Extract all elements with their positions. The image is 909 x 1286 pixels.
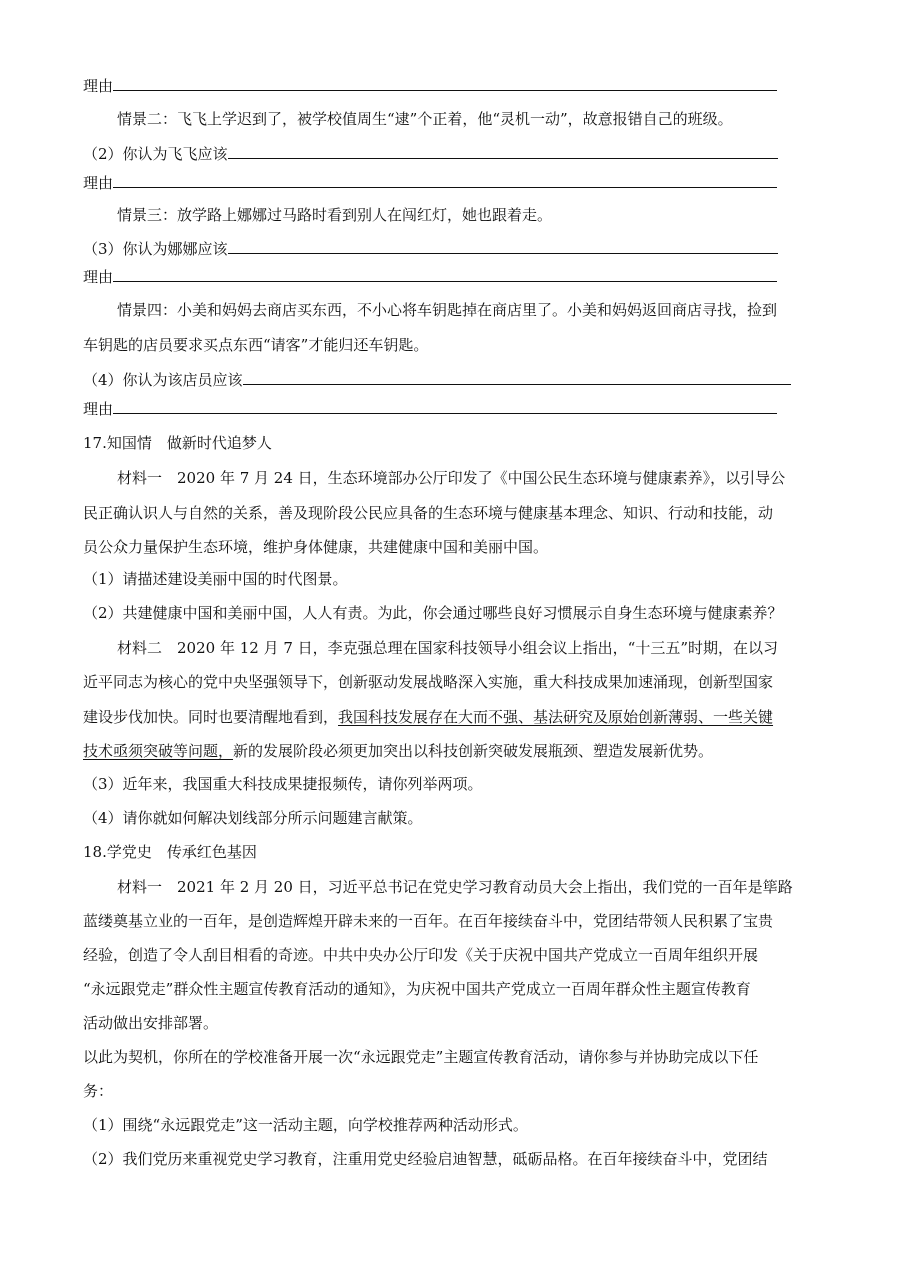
paragraph-line: 材料一 2020 年 7 月 24 日，生态环境部办公厅印发了《中国公民生态环境与健康素养》，以引导公	[117, 469, 786, 487]
answer-line	[83, 368, 823, 392]
paragraph-line: 情景三：放学路上娜娜过马路时看到别人在闯红灯，她也跟着走。	[117, 206, 553, 224]
answer-blank[interactable]	[113, 171, 777, 188]
paragraph-line: 车钥匙的店员要求买点东西“请客”才能归还车钥匙。	[83, 336, 429, 354]
answer-label: 理由	[83, 77, 114, 95]
paragraph-line: 材料一 2021 年 2 月 20 日，习近平总书记在党史学习教育动员大会上指出，我们党的一百年是筚路	[117, 878, 793, 896]
text-segment: 建设步伐加快。同时也要清醒地看到，	[83, 708, 339, 726]
answer-blank[interactable]	[243, 368, 791, 385]
paragraph-line: （1）请描述建设美丽中国的时代图景。	[83, 570, 348, 588]
paragraph-line: 情景四：小美和妈妈去商店买东西，不小心将车钥匙掉在商店里了。小美和妈妈返回商店寻找，捡到	[117, 301, 778, 319]
answer-line	[83, 397, 823, 421]
paragraph-line: （2）我们党历来重视党史学习教育，注重用党史经验启迪智慧，砥砺品格。在百年接续奋斗中，党团结	[83, 1150, 768, 1168]
paragraph-line: 17.知国情 做新时代追梦人	[83, 434, 272, 452]
answer-line	[83, 265, 823, 289]
paragraph-line: 民正确认识人与自然的关系，善及现阶段公民应具备的生态环境与健康基本理念、知识、行动和技能，动	[83, 504, 774, 522]
paragraph-line: 18.学党史 传承红色基因	[83, 843, 257, 861]
answer-label: 理由	[83, 268, 114, 286]
answer-line	[83, 171, 823, 195]
paragraph-line: 材料二 2020 年 12 月 7 日，李克强总理在国家科技领导小组会议上指出，“十三五”时期，在以习	[117, 639, 778, 657]
paragraph-line: 蓝缕奠基立业的一百年，是创造辉煌开辟未来的一百年。在百年接续奋斗中，党团结带领人民积累了宝贵	[83, 912, 774, 930]
answer-line	[83, 142, 823, 166]
answer-label: （4）你认为该店员应该	[83, 371, 243, 389]
answer-blank[interactable]	[228, 142, 778, 159]
answer-label: （3）你认为娜娜应该	[83, 240, 228, 258]
paragraph-line: （2）共建健康中国和美丽中国，人人有责。为此，你会通过哪些良好习惯展示自身生态环境与健康素养？	[83, 604, 783, 622]
paragraph-line: 情景二：飞飞上学迟到了，被学校值周生“逮”个正着，他“灵机一动”，故意报错自己的班级。	[117, 110, 733, 128]
answer-blank[interactable]	[113, 265, 777, 282]
text-segment: 新的发展阶段必须更加突出以科技创新突破发展瓶颈、塑造发展新优势。	[233, 742, 714, 760]
paragraph-line	[83, 739, 823, 763]
paragraph-line: （4）请你就如何解决划线部分所示问题建言献策。	[83, 809, 423, 827]
paragraph-line: 经验，创造了令人刮目相看的奇迹。中共中央办公厅印发《关于庆祝中国共产党成立一百周年组织开展	[83, 946, 759, 964]
answer-line	[83, 74, 823, 98]
answer-label: （2）你认为飞飞应该	[83, 145, 228, 163]
paragraph-line: “永远跟党走”群众性主题宣传教育活动的通知》，为庆祝中国共产党成立一百周年群众性主题宣传教育	[83, 980, 751, 998]
paragraph-line: （1）围绕“永远跟党走”这一活动主题，向学校推荐两种活动形式。	[83, 1116, 528, 1134]
paragraph-line: 近平同志为核心的党中央坚强领导下，创新驱动发展战略深入实施，重大科技成果加速涌现，创新型国家	[83, 673, 774, 691]
answer-blank[interactable]	[228, 237, 778, 254]
paragraph-line: 员公众力量保护生态环境，维护身体健康，共建健康中国和美丽中国。	[83, 538, 549, 556]
paragraph-line: 以此为契机，你所在的学校准备开展一次“永远跟党走”主题宣传教育活动，请你参与并协助完成以下任	[83, 1048, 759, 1066]
answer-label: 理由	[83, 400, 114, 418]
paragraph-line: 务：	[83, 1082, 114, 1100]
paragraph-line	[83, 705, 823, 729]
answer-line	[83, 237, 823, 261]
paragraph-line: 活动做出安排部署。	[83, 1014, 219, 1032]
answer-blank[interactable]	[113, 397, 777, 414]
underlined-text: 技术亟须突破等问题，	[83, 742, 234, 760]
answer-label: 理由	[83, 174, 114, 192]
answer-blank[interactable]	[113, 74, 777, 91]
paragraph-line: （3）近年来，我国重大科技成果捷报频传，请你列举两项。	[83, 775, 483, 793]
underlined-text: 我国科技发展存在大而不强、基法研究及原始创新薄弱、一些关键	[338, 708, 774, 726]
